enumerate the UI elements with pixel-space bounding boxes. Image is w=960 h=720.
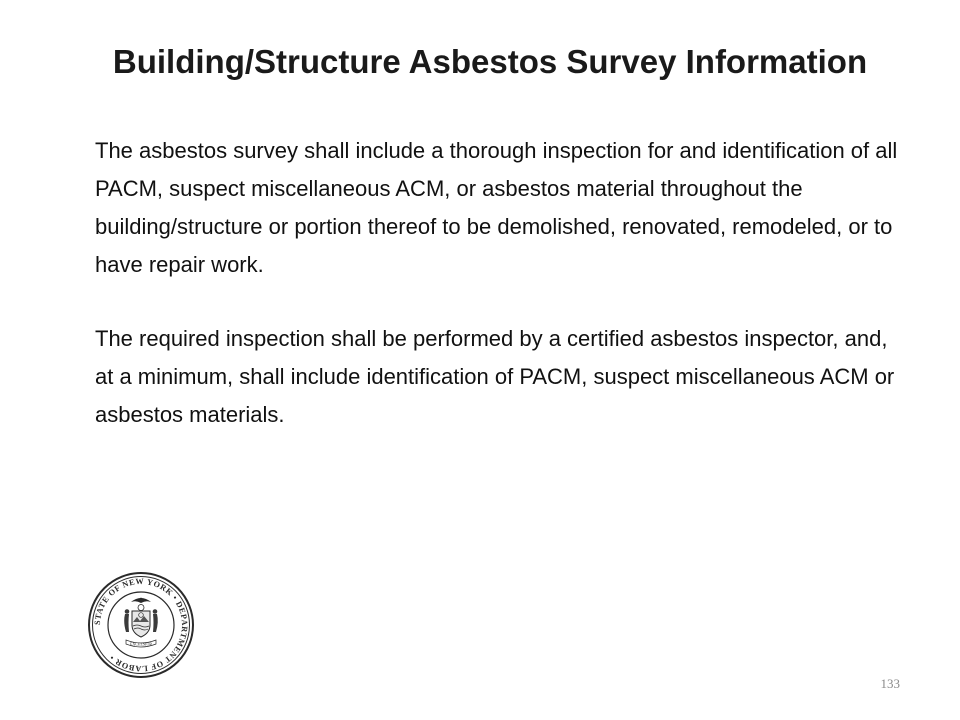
page-number: 133 xyxy=(880,676,900,691)
nys-department-of-labor-seal-icon xyxy=(86,570,196,680)
seal-ring-text: STATE OF NEW YORK • DEPARTMENT OF LABOR • xyxy=(92,576,190,674)
slide-title: Building/Structure Asbestos Survey Information xyxy=(112,43,868,80)
slide-body xyxy=(95,132,905,434)
paragraph-inspection-requirement: The required inspection shall be performed by a certified asbestos inspector, and, at a minimum, shall include identification of PACM, suspect miscellaneous ACM or asbestos materials. xyxy=(95,326,895,427)
seal-motto-text: EXCELSIOR xyxy=(130,641,152,647)
paragraph-survey-scope: The asbestos survey shall include a thorough inspection for and identification of all PACM, suspect miscellaneous ACM, or asbestos material throughout the building/structure or portion thereof to be demolished, renovated, remodeled, or to have repair work. xyxy=(95,138,898,277)
